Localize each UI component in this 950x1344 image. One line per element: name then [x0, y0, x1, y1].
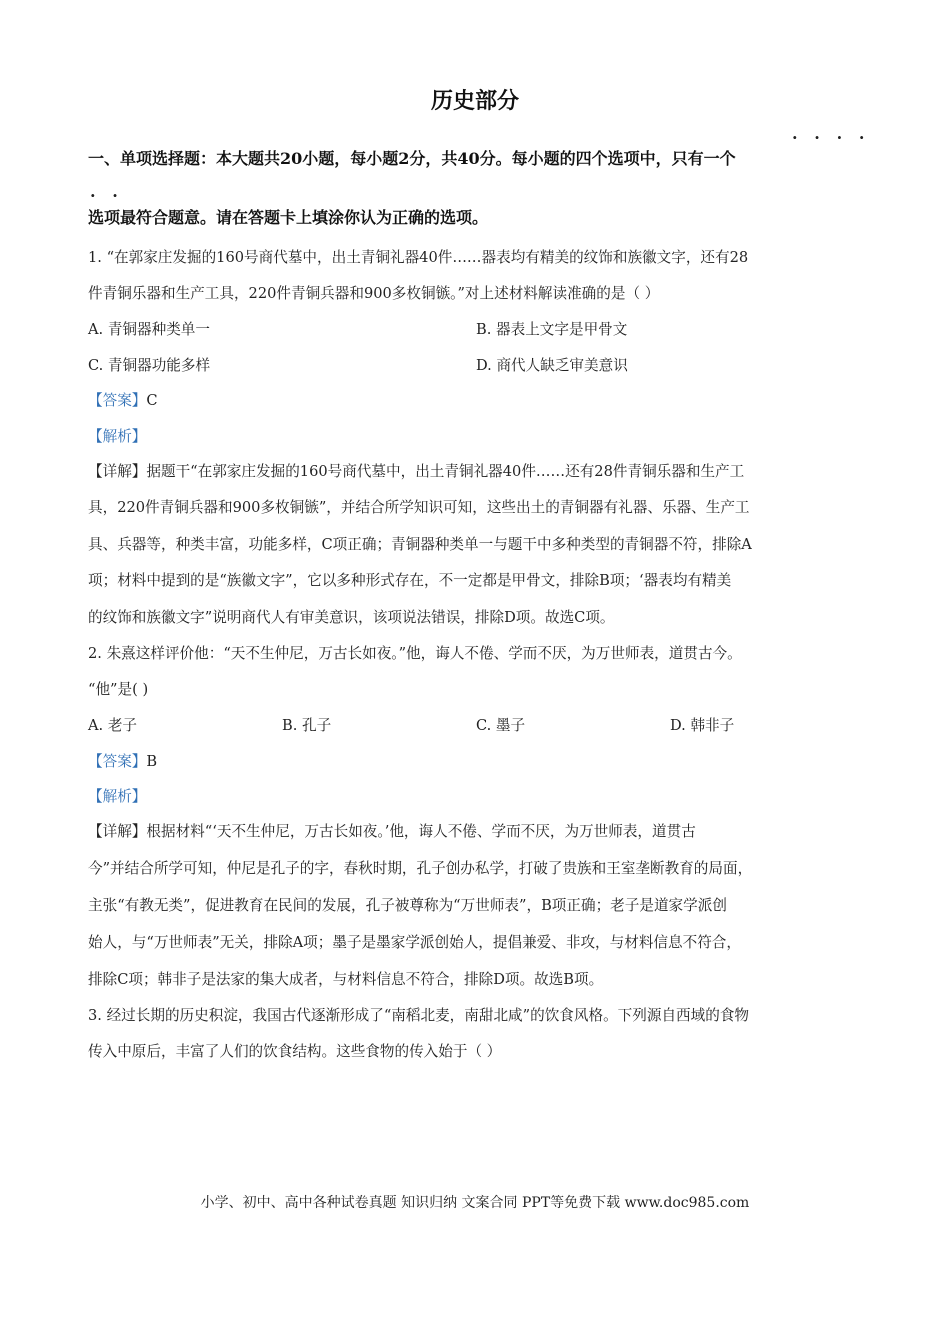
q1-detail-line: 项；材料中提到的是“族徽文字”，它以多种形式存在，不一定都是甲骨文，排除B项；‘器表均有精美: [88, 572, 732, 589]
section-emphasis: 选项: [88, 208, 121, 227]
q2-detail-line: 始人，与“万世师表”无关，排除A项；墨子是墨家学派创始人，提倡兼爱、非攻，与材料信息不符合，: [88, 934, 741, 951]
section-heading-text: 一、单项选择题：本大题共20小题，每小题2分，共40分。每小题的四个选项中，: [88, 149, 672, 168]
answer-value: B: [146, 753, 158, 770]
q2-detail-line: 今”并结合所学可知，仲尼是孔子的字，春秋时期，孔子创办私学，打破了贵族和王室垄断教育的局面，: [88, 860, 753, 877]
q1-detail-line: [88, 460, 744, 481]
section-emphasis: 只有一个: [671, 149, 736, 168]
q3-stem-line: 3. 经过长期的历史积淀，我国古代逐渐形成了“南稻北麦，南甜北咸”的饮食风格。下列源自西域的食物: [88, 1007, 750, 1024]
q2-detail-line: 排除C项；韩非子是法家的集大成者，与材料信息不符合，排除D项。故选B项。: [88, 971, 604, 988]
detail-tag: 【详解】: [88, 823, 147, 840]
q1-detail-line: 具，220件青铜兵器和900多枚铜镞”，并结合所学知识可知，这些出土的青铜器有礼器、乐器、生产工: [88, 499, 750, 516]
q2-stem-line: 2. 朱熹这样评价他：“天不生仲尼，万古长如夜。”他，诲人不倦、学而不厌，为万世师表，道贯古今。: [88, 645, 742, 662]
q1-option-b: B. 器表上文字是甲骨文: [476, 321, 628, 338]
answer-value: C: [146, 392, 158, 409]
section-heading-line1: [88, 146, 736, 169]
section-heading-text: 最符合题意。请在答题卡上填涂你认为正确的选项。: [120, 208, 489, 227]
answer-tag: 【答案】: [88, 753, 147, 770]
q1-detail-line: 具、兵器等，种类丰富，功能多样，C项正确；青铜器种类单一与题干中多种类型的青铜器不符，排除A: [88, 536, 752, 553]
page-title: 历史部分: [430, 88, 519, 114]
q1-answer: [88, 389, 158, 410]
q1-option-a: A. 青铜器种类单一: [88, 321, 210, 338]
q2-detail-line: 主张“有教无类”，促进教育在民间的发展，孔子被尊称为“万世师表”，B项正确；老子是道家学派创: [88, 897, 727, 914]
section-heading-line2: [88, 205, 488, 228]
q2-option-c: C. 墨子: [476, 717, 526, 734]
q2-detail-line: [88, 820, 696, 841]
q1-stem-line: 件青铜乐器和生产工具，220件青铜兵器和900多枚铜镞。”对上述材料解读准确的是（ ）: [88, 285, 660, 302]
q1-detail-line: 的纹饰和族徽文字”说明商代人有审美意识，该项说法错误，排除D项。故选C项。: [88, 609, 615, 626]
answer-tag: 【答案】: [88, 392, 147, 409]
q1-option-c: C. 青铜器功能多样: [88, 357, 211, 374]
q2-analysis-tag: 【解析】: [88, 788, 147, 805]
detail-tag: 【详解】: [88, 463, 147, 480]
page-footer: 小学、初中、高中各种试卷真题 知识归纳 文案合同 PPT等免费下载 www.doc985.com: [200, 1195, 750, 1211]
q2-answer: [88, 750, 157, 771]
q3-stem-line: 传入中原后，丰富了人们的饮食结构。这些食物的传入始于（ ）: [88, 1043, 502, 1060]
emphasis-dots: · · · ·: [792, 128, 865, 147]
q2-option-a: A. 老子: [88, 717, 138, 734]
q1-analysis-tag: 【解析】: [88, 428, 147, 445]
q2-option-b: B. 孔子: [282, 717, 332, 734]
q2-option-d: D. 韩非子: [670, 717, 735, 734]
detail-text: 据题干“在郭家庄发掘的160号商代墓中，出土青铜礼器40件……还有28件青铜乐器和生产工: [146, 463, 745, 480]
q1-stem-line: 1. “在郭家庄发掘的160号商代墓中，出土青铜礼器40件……器表均有精美的纹饰和族徽文字，还有28: [88, 249, 749, 266]
q1-option-d: D. 商代人缺乏审美意识: [476, 357, 628, 374]
detail-text: 根据材料“‘天不生仲尼，万古长如夜。’他，诲人不倦、学而不厌，为万世师表，道贯古: [146, 823, 696, 840]
q2-stem-line: “他”是( ): [88, 681, 149, 698]
emphasis-dots: · ·: [90, 186, 118, 205]
